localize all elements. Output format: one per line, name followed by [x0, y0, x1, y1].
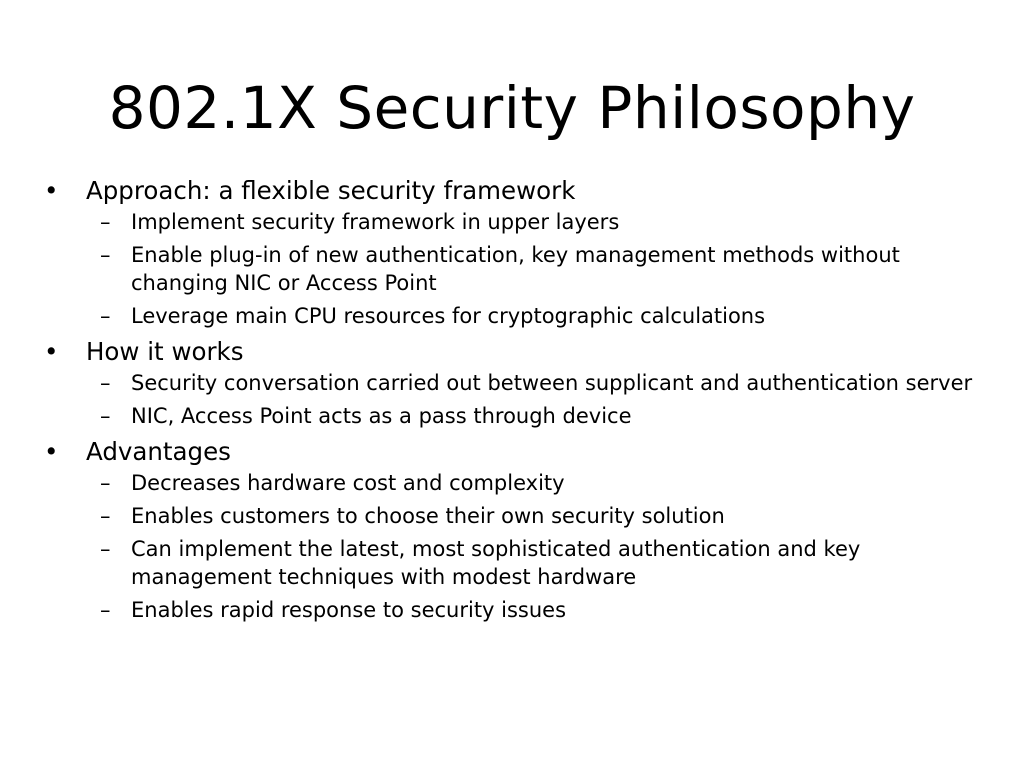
slide-title: 802.1X Security Philosophy	[108, 74, 916, 142]
sub-bullet-item	[100, 502, 984, 530]
sub-bullet-item	[100, 535, 984, 591]
bullet-list	[44, 174, 984, 629]
bullet-row	[44, 174, 984, 208]
bullet-text: Advantages	[86, 437, 231, 466]
bullet-row	[44, 435, 984, 469]
dash-icon: –	[100, 404, 111, 428]
sub-bullet-text: NIC, Access Point acts as a pass through device	[131, 404, 632, 428]
sub-bullet-item	[100, 596, 984, 624]
dash-icon: –	[100, 471, 111, 495]
sub-bullet-list	[100, 469, 984, 624]
bullet-icon: •	[44, 437, 59, 466]
dash-icon: –	[100, 598, 111, 622]
sub-bullet-text: Decreases hardware cost and complexity	[131, 471, 565, 495]
sub-bullet-list	[100, 208, 984, 330]
sub-bullet-item	[100, 302, 984, 330]
sub-bullet-item	[100, 369, 984, 397]
sub-bullet-text: Implement security framework in upper layers	[131, 210, 620, 234]
bullet-text: Approach: a flexible security framework	[86, 176, 576, 205]
sub-bullet-text: Leverage main CPU resources for cryptographic calculations	[131, 304, 766, 328]
bullet-icon: •	[44, 337, 59, 366]
bullet-item	[44, 174, 984, 330]
bullet-item	[44, 435, 984, 624]
sub-bullet-list	[100, 369, 984, 430]
bullet-item	[44, 335, 984, 430]
sub-bullet-item	[100, 208, 984, 236]
sub-bullet-text: Can implement the latest, most sophisticated authentication and key management techniques with modest hardware	[131, 537, 861, 589]
sub-bullet-item	[100, 402, 984, 430]
sub-bullet-text: Security conversation carried out between supplicant and authentication server	[131, 371, 973, 395]
bullet-row	[44, 335, 984, 369]
bullet-icon: •	[44, 176, 59, 205]
dash-icon: –	[100, 210, 111, 234]
sub-bullet-text: Enables customers to choose their own security solution	[131, 504, 725, 528]
sub-bullet-item	[100, 241, 984, 297]
dash-icon: –	[100, 304, 111, 328]
dash-icon: –	[100, 243, 111, 267]
dash-icon: –	[100, 537, 111, 561]
dash-icon: –	[100, 371, 111, 395]
sub-bullet-text: Enables rapid response to security issues	[131, 598, 567, 622]
sub-bullet-text: Enable plug-in of new authentication, key management methods without changing NIC or Access Point	[131, 243, 900, 295]
sub-bullet-item	[100, 469, 984, 497]
dash-icon: –	[100, 504, 111, 528]
bullet-text: How it works	[86, 337, 244, 366]
